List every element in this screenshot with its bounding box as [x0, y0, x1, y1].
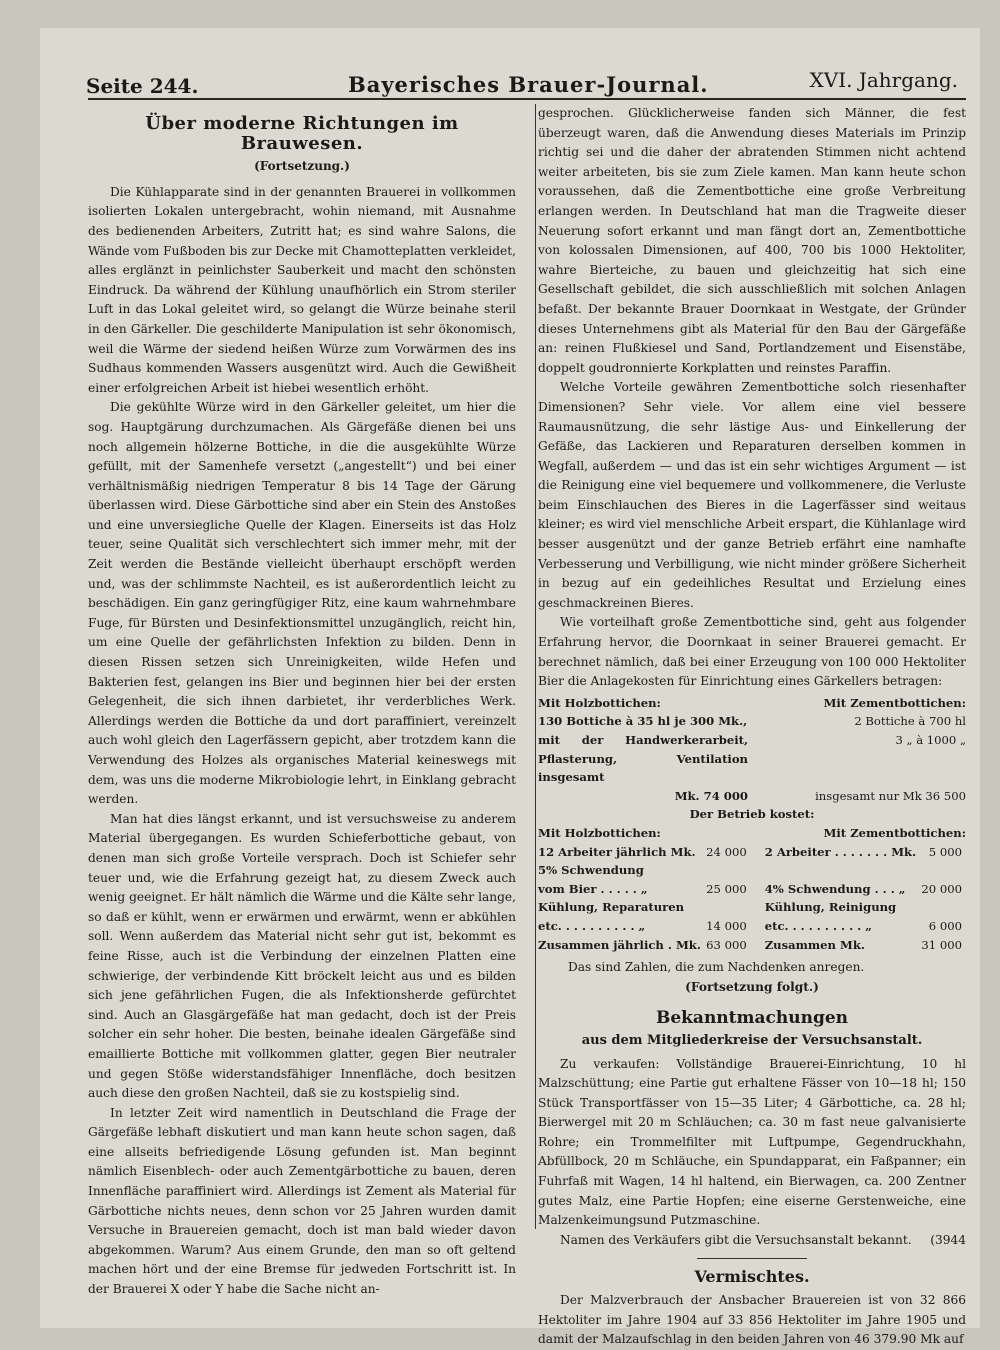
- cost-cell: Zusammen Mk.: [764, 937, 865, 952]
- table-row: [538, 880, 966, 899]
- announcement-note: Namen des Verkäufers gibt die Versuchsanstalt bekannt.: [560, 1232, 912, 1247]
- misc-title: Vermischtes.: [694, 1267, 810, 1287]
- cost-cell: etc. . . . . . . . . . „: [764, 918, 872, 933]
- cost-cell: 24 000: [706, 844, 747, 859]
- table-row: [538, 843, 966, 862]
- cost-head-cement: Mit Zementbottichen:: [823, 695, 966, 710]
- cost-head-wood: Mit Holzbottichen:: [538, 695, 661, 710]
- cost-cell: mit der Handwerkerarbeit, Pflasterung, Ventilation insgesamt: [538, 733, 748, 785]
- table-row: [538, 917, 966, 936]
- paragraph: Wie vorteilhaft große Zementbottiche sind, geht aus folgender Erfahrung hervor, die Doornkaat in seiner Brauerei gemacht. Er berechnet nämlich, daß bei einer Erzeugung von 100 000 Hektoliter Bier die Anlagekosten für Einrichtung eines Gärkellers betragen:: [538, 615, 966, 689]
- cost-cell: etc. . . . . . . . . . „: [538, 918, 646, 933]
- cost-cell: 25 000: [706, 881, 747, 896]
- cost-cell: 5% Schwendung: [538, 863, 644, 878]
- cost-cell: Kühlung, Reparaturen: [538, 900, 685, 915]
- cost-cell: 20 000: [921, 881, 962, 896]
- table-row: [538, 898, 966, 917]
- op-rows: [538, 843, 966, 955]
- cost-cell: 63 000: [706, 937, 747, 952]
- journal-title: Bayerisches Brauer-Journal.: [348, 72, 709, 97]
- op-head-cement: Mit Zementbottichen:: [823, 825, 966, 840]
- misc-text: Der Malzverbrauch der Ansbacher Brauereien ist von 32 866 Hektoliter im Jahre 1904 auf 33 856 Hektoliter im Jahre 1905 und damit der Malzaufschlag in den beiden Jahren von 46 379.90 Mk auf: [538, 1293, 966, 1347]
- cost-cell: [921, 861, 966, 880]
- cost-cell: 4% Schwendung . . . „: [764, 881, 906, 896]
- table-row: [538, 861, 966, 880]
- article-continuation: (Fortsetzung.): [254, 159, 350, 174]
- paragraph: Welche Vorteile gewähren Zementbottiche solch riesenhafter Dimensionen? Sehr viele. Vor allem eine viel bessere Raumausnützung, die sehr lästige Aus- und Einkellerung der Gefäße, das Lackieren und Reparaturen derselben kommen in Wegfall, außerdem — und das ist ein sehr wichtiges Argument — ist die Reinigung eine viel bequemere und vollkommenere, die Verluste beim Einschlauchen des Bieres in die Lagerfässer sind weitaus kleiner; es wird viel menschliche Arbeit erspart, die Kühlanlage wird besser ausgenützt und der ganze Betrieb erfährt eine namhafte Verbesserung und Verbilligung, wie nicht minder größere Sicherheit in bezug auf ein gedeihliches Resultat und Erzielung eines geschmackreinen Bieres.: [538, 380, 966, 610]
- cost-cell: 2 Bottiche à 700 hl: [854, 714, 966, 729]
- announcement-ref: (3944: [930, 1232, 966, 1247]
- cost-cell: insgesamt nur Mk 36 500: [815, 788, 966, 803]
- cost-cell: [706, 861, 751, 880]
- cost-cell: 6 000: [928, 918, 962, 933]
- cost-table: [538, 694, 966, 954]
- cost-cell: 31 000: [921, 937, 962, 952]
- announcements-subtitle: aus dem Mitgliederkreise der Versuchsanstalt.: [581, 1032, 923, 1048]
- cost-cell: 2 Arbeiter . . . . . . . Mk.: [764, 844, 917, 859]
- cost-cell: Kühlung, Reinigung: [764, 900, 897, 915]
- paragraph: Man hat dies längst erkannt, und ist versuchsweise zu anderem Material übergegangen. Es wurden Schieferbottiche gebaut, von denen man sich große Vorteile versprach. Doch ist Schiefer sehr teuer und, wie die Erfahrung gezeigt hat, zu diesem Zweck auch wenig geeignet. Er hält nämlich die Wärme und die Kälte sehr lange, so daß er kühlt, wenn er erwärmen und erwärmt, wenn er abkühlen soll. Wenn außerdem das Material nicht sehr gut ist, bekommt es feine Risse, auch ist die Verbindung der einzelnen Platten eine schwierige, der verbindende Kitt bröckelt leicht aus und es bilden sich jene gefährlichen Fugen, die als Infektionsherde gefürchtet sind. Auch an Glasgärgefäße hat man gedacht, doch ist der Preis solcher ein sehr hoher. Die besten, beinahe idealen Gärgefäße sind emaillierte Bottiche mit vollkommen glatter, gegen Bier neutraler und gegen Stöße widerstandsfähiger Innenfläche, doch besitzen auch diese den großen Nachteil, daß sie zu kostspielig sind.: [88, 811, 516, 1101]
- operating-cost-rows: [538, 843, 966, 955]
- cost-cell: 14 000: [706, 918, 747, 933]
- closing-line: Das sind Zahlen, die zum Nachdenken anregen.: [568, 960, 865, 975]
- paragraph: Die Kühlapparate sind in der genannten Brauerei in vollkommen isolierten Lokalen untergebracht, wohin niemand, mit Ausnahme des bedienenden Arbeiters, Zutritt hat; es sind wahre Salons, die Wände vom Fußboden bis zur Decke mit Chamotteplatten verkleidet, alles erglänzt in peinlichster Sauberkeit und macht den schönsten Eindruck. Da während der Kühlung unaufhörlich ein Strom steriler Luft in das Lokal geleitet wird, so gelangt die Würze beinahe steril in den Gärkeller. Die geschilderte Manipulation ist sehr ökonomisch, weil die Wärme der siedend heißen Würze zum Vorwärmen des ins Sudhaus kommenden Wassers ausgenützt wird. Auch die Gewißheit einer erfolgreichen Arbeit ist hiebei wesentlich erhöht.: [88, 184, 516, 395]
- announcement-text: Zu verkaufen: Vollständige Brauerei-Einrichtung, 10 hl Malzschüttung; eine Partie gut erhaltene Fässer von 10—18 hl; 150 Stück Transportfässer von 15—35 Liter; 4 Gärbottiche, ca. 28 hl; Bierwergel mit 20 m Schläuchen; ca. 30 m fast neue galvanisierte Rohre; ein Trommelfilter mit Luftpumpe, Gegendruckhahn, Abfüllbock, 20 m Schläuche, ein Spundapparat, ein Faßpanner; ein Fuhrfaß mit Wagen, 14 hl haltend, ein Bierwagen, ca. 200 Zentner gutes Malz, eine Partie Hopfen; eine eiserne Gerstenweiche, eine Malzenkeimungsund Putzmaschine.: [538, 1056, 966, 1228]
- operating-title: Der Betrieb kostet:: [689, 807, 815, 822]
- cost-cell: 12 Arbeiter jährlich Mk.: [538, 844, 696, 859]
- announcement-footer: [538, 1231, 966, 1251]
- cost-cell: [921, 898, 966, 917]
- cost-cell: Mk. 74 000: [674, 788, 748, 803]
- article-title: Über moderne Richtungen im Brauwesen.: [145, 113, 459, 154]
- page-number: Seite 244.: [86, 74, 199, 98]
- paragraph: In letzter Zeit wird namentlich in Deutschland die Frage der Gärgefäße lebhaft diskutiert und man kann heute schon sagen, daß eine allseits befriedigende Lösung gefunden ist. Man beginnt nämlich Eisenblech- oder auch Zementgärbottiche zu bauen, deren Innenfläche paraffiniert wird. Allerdings ist Zement als Material für Gärbottiche nichts neues, denn schon vor 25 Jahren wurden damit Versuche in Brauereien gemacht, doch ist man bald wieder davon abgekommen. Warum? Aus einem Grunde, den man so oft geltend machen hört und der eine Bremse für jedweden Fortschritt ist. In der Brauerei X oder Y habe die Sache nicht an-: [88, 1105, 516, 1297]
- cost-cell: [751, 861, 921, 880]
- cost-cell: Zusammen jährlich . Mk.: [538, 937, 701, 952]
- column-rule: [535, 104, 536, 1229]
- paragraph: gesprochen. Glücklicherweise fanden sich Männer, die fest überzeugt waren, daß die Anwendung dieses Materials im Prinzip richtig sei und die daher der abratenden Stimmen nicht achtend weiter arbeiteten, bis sie zum Ziele kamen. Man kann heute schon voraussehen, daß die Zementbottiche eine große Verbreitung erlangen werden. In Deutschland hat man die Tragweite dieser Neuerung sofort erkannt und man fängt dort an, Zementbottiche von kolossalen Dimensionen, auf 400, 700 bis 1000 Hektoliter, wahre Bierteiche, zu bauen und gleichzeitig hat sich eine Gesellschaft gebildet, die sich ausschließlich mit solchen Anlagen befaßt. Der bekannte Brauer Doornkaat in Westgate, der Gründer dieses Unternehmens gibt als Material für den Bau der Gärgefäße an: reinen Flußkiesel und Sand, Portlandzement und Eisenstäbe, doppelt goudronnierte Korkplatten und reinstes Paraffin.: [538, 106, 966, 375]
- cost-cell: vom Bier . . . . . „: [538, 881, 648, 896]
- table-row: [538, 936, 966, 955]
- to-be-continued: (Fortsetzung folgt.): [685, 979, 819, 994]
- volume-label: XVI. Jahrgang.: [809, 68, 958, 92]
- right-column: [538, 104, 966, 1350]
- left-column: [88, 104, 516, 1300]
- page-header: [48, 62, 968, 102]
- cost-cell: [706, 898, 751, 917]
- section-divider: [697, 1258, 807, 1259]
- op-head-wood: Mit Holzbottichen:: [538, 825, 661, 840]
- cost-cell: 3 „ à 1000 „: [895, 733, 966, 747]
- cost-cell: 5 000: [928, 844, 962, 859]
- announcements-title: Bekanntmachungen: [655, 1008, 849, 1029]
- cost-cell: 130 Bottiche à 35 hl je 300 Mk.,: [538, 714, 748, 729]
- paragraph: Die gekühlte Würze wird in den Gärkeller geleitet, um hier die sog. Hauptgärung durchzumachen. Als Gärgefäße dienen bei uns noch allgemein hölzerne Bottiche, in die die ausgekühlte Würze gefüllt, mit der Samenhefe versetzt („angestellt“) und bei einer verhältnismäßig niedrigen Temperatur 8 bis 14 Tage der Gärung überlassen wird. Diese Gärbottiche sind aber ein Stein des Anstoßes und eine unversiegliche Quelle der Klagen. Einerseits ist das Holz teuer, seine Qualität sich verschlechtert sich immer mehr, mit der Zeit werden die Bestände vielleicht überhaupt erschöpft werden und, was der schlimmste Nachteil, es ist außerordentlich leicht zu beschädigen. Ein ganz geringfügiger Ritz, eine kaum wahrnehmbare Fuge, für Bürsten und Desinfektionsmittel unzugänglich, reicht hin, um eine Quelle der gefährlichsten Infektion zu bilden. Denn in diesen Rissen setzen sich Unreinigkeiten, wilde Hefen und Bakterien fest, gelangen ins Bier und beginnen hier bei der ersten Gelegenheit, die sich ihnen darbietet, ihr verderbliches Werk. Allerdings werden die Bottiche da und dort paraffiniert, vereinzelt auch wohl gleich den Lagerfässern gepicht, aber trotzdem kann die Verwendung des Holzes als organisches Material keineswegs mit dem, was uns die moderne Mikrobiologie lehrt, in Einklang gebracht werden.: [88, 400, 516, 807]
- header-rule: [88, 98, 966, 100]
